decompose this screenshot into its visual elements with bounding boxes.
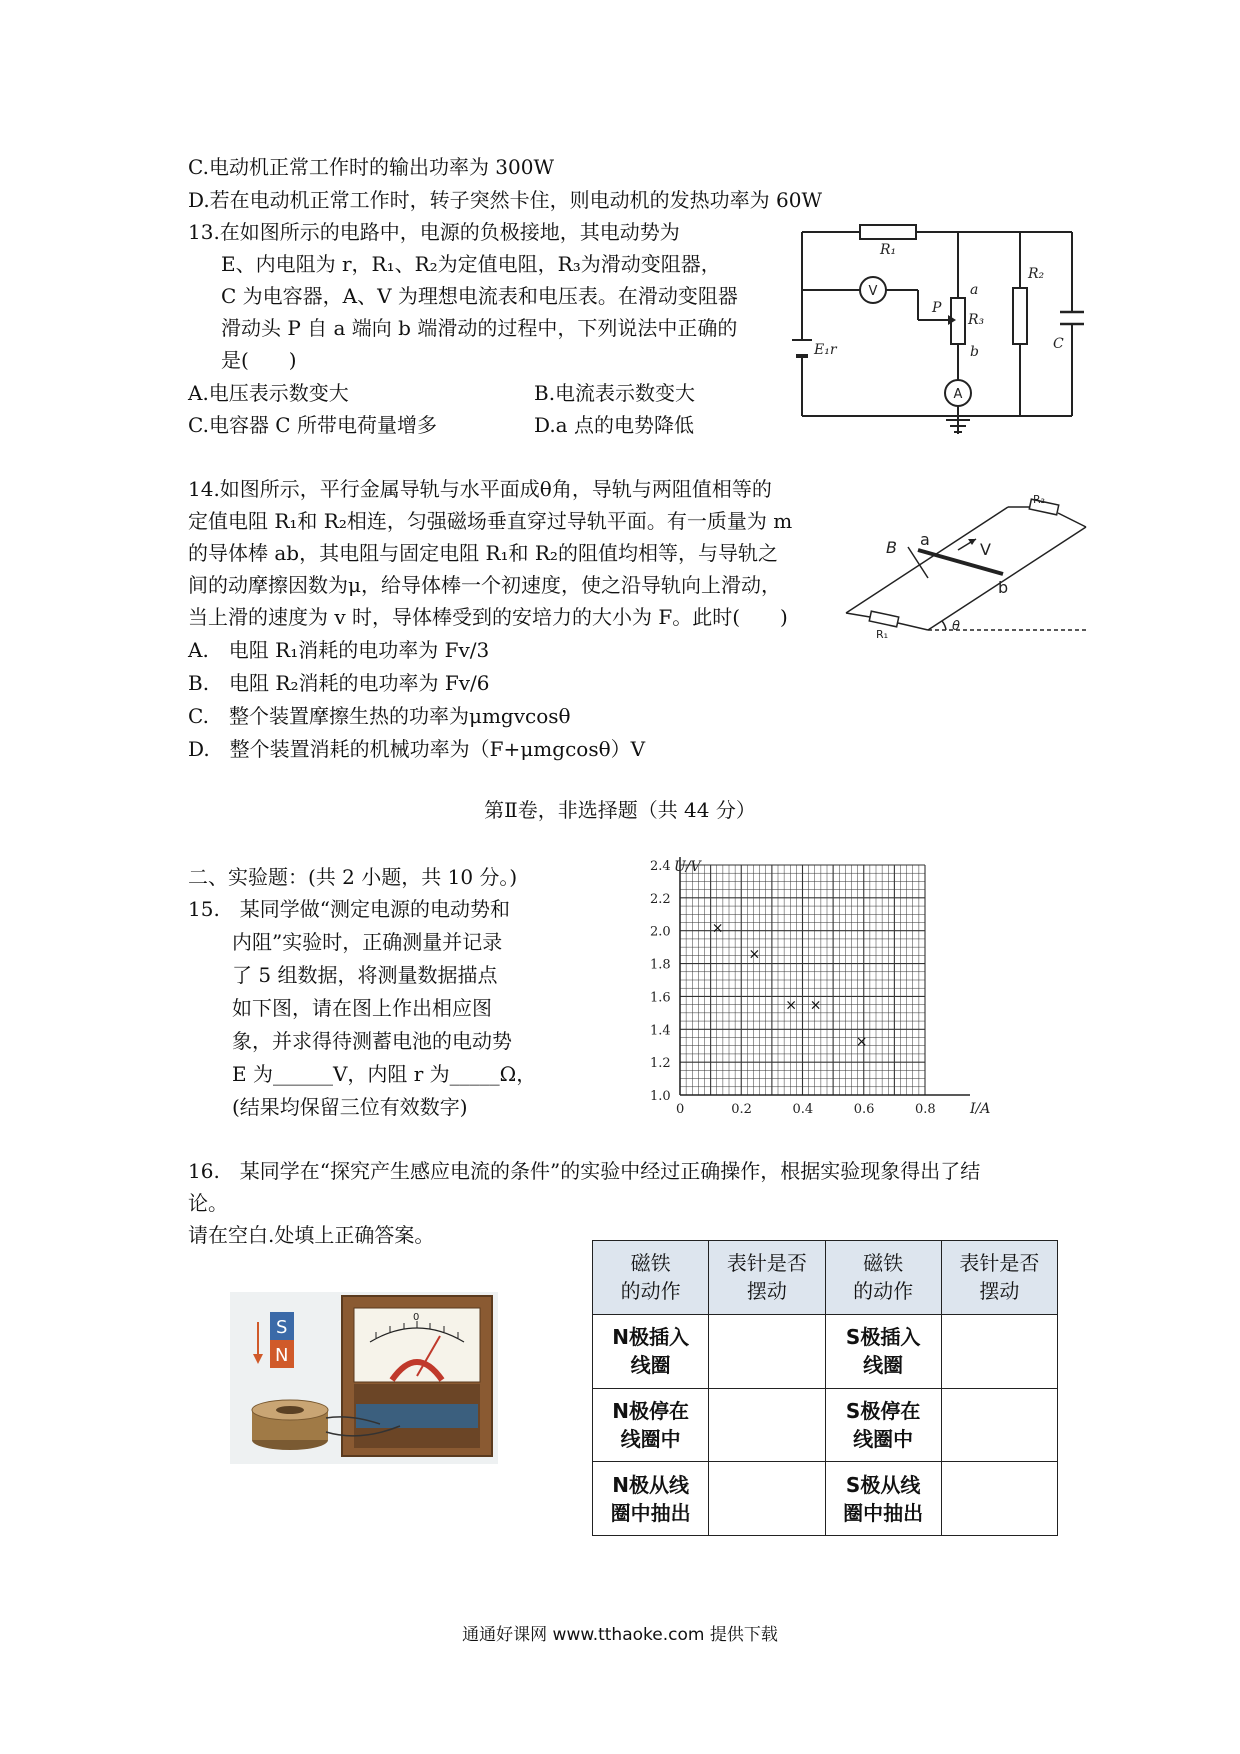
label-e: E₁r — [814, 342, 837, 358]
data-point: × — [809, 997, 822, 1014]
x-tick-label: 0.2 — [731, 1102, 752, 1117]
q13-option-b: B.电流表示数变大 — [534, 381, 696, 405]
table-cell: S极从线 圈中抽出 — [825, 1462, 941, 1536]
label-b: b — [970, 344, 979, 360]
table-cell: N极停在 线圈中 — [593, 1388, 709, 1462]
q14-option-b: B. 电阻 R₂消耗的电功率为 Fv/6 — [188, 671, 490, 695]
table-row — [593, 1388, 1058, 1462]
answer-blank-cell[interactable] — [709, 1314, 825, 1388]
table-row — [593, 1314, 1058, 1388]
y-tick-label: 2.2 — [650, 891, 671, 907]
x-tick-label: 0.8 — [915, 1102, 936, 1117]
y-tick-label: 2.4 — [650, 859, 671, 874]
induction-table — [592, 1240, 1058, 1536]
label-ammeter: A — [953, 387, 963, 402]
table-header-cell: 表针是否 摆动 — [709, 1241, 825, 1315]
data-point: × — [748, 946, 761, 963]
incline-label-a: a — [920, 530, 930, 549]
dial-zero-label: 0 — [413, 1312, 420, 1323]
incline-label-v: V — [980, 540, 991, 559]
x-tick-label: 0.6 — [853, 1102, 875, 1117]
q13-option-a: A.电压表示数变大 — [188, 381, 349, 405]
r1-resistor — [860, 225, 916, 239]
y-tick-label: 1.8 — [650, 957, 671, 973]
label-r2: R₂ — [1028, 266, 1045, 282]
y-tick-label: 1.4 — [650, 1023, 671, 1039]
part2-heading: 第Ⅱ卷，非选择题（共 44 分） — [484, 798, 756, 822]
q14-stem-line4: 间的动摩擦因数为μ，给导体棒一个初速度，使之沿导轨向上滑动， — [188, 573, 781, 597]
q13-option-d: D.a 点的电势降低 — [534, 413, 694, 437]
answer-blank-cell[interactable] — [709, 1462, 825, 1536]
q13-stem-line4: 滑动头 P 自 a 端向 b 端滑动的过程中，下列说法中正确的 — [221, 316, 738, 340]
q15-line4: 如下图，请在图上作出相应图 — [232, 996, 492, 1020]
answer-blank-cell[interactable] — [941, 1388, 1057, 1462]
data-point: × — [711, 920, 724, 937]
table-cell: N极插入 线圈 — [593, 1314, 709, 1388]
data-point: × — [855, 1033, 868, 1050]
table-header-cell: 磁铁 的动作 — [825, 1241, 941, 1315]
q16-line2: 论。 — [188, 1191, 228, 1215]
table-cell: S极插入 线圈 — [825, 1314, 941, 1388]
q12-option-c: C.电动机正常工作时的输出功率为 300W — [188, 155, 555, 179]
q14-option-d: D. 整个装置消耗的机械功率为（F+μmgcosθ）V — [188, 737, 646, 761]
q14-stem-line5: 当上滑的速度为 v 时，导体棒受到的安培力的大小为 F。此时( ) — [188, 605, 788, 629]
label-v: V — [868, 284, 878, 299]
galvanometer-photo — [230, 1292, 498, 1464]
q15-line7: (结果均保留三位有效数字) — [232, 1095, 468, 1119]
footer-credit: 通通好课网 www.tthaoke.com 提供下载 — [462, 1625, 778, 1645]
circuit-diagram — [790, 220, 1090, 440]
table-header-cell: 磁铁 的动作 — [593, 1241, 709, 1315]
q14-stem-line3: 的导体棒 ab，其电阻与固定电阻 R₁和 R₂的阻值均相等，与导轨之 — [188, 541, 778, 565]
q15-line5: 象，并求得待测蓄电池的电动势 — [232, 1029, 512, 1053]
incline-label-b: B — [886, 538, 897, 557]
answer-blank-cell[interactable] — [709, 1388, 825, 1462]
answer-blank-cell[interactable] — [941, 1314, 1057, 1388]
incline-label-r2: R₂ — [1033, 495, 1046, 506]
label-r3: R₃ — [968, 312, 985, 328]
x-tick-label: 0 — [676, 1102, 685, 1117]
y-tick-label: 1.0 — [650, 1089, 671, 1104]
data-point: × — [785, 997, 797, 1014]
table-header-row — [593, 1241, 1058, 1315]
incline-rail-diagram — [838, 495, 1088, 640]
chart-x-label: I/A — [970, 1101, 991, 1117]
q16-line3: 请在空白.处填上正确答案。 — [188, 1223, 435, 1247]
q13-option-c: C.电容器 C 所带电荷量增多 — [188, 413, 437, 437]
q15-line2: 内阻”实验时，正确测量并记录 — [232, 930, 503, 954]
q14-stem-line2: 定值电阻 R₁和 R₂相连，匀强磁场垂直穿过导轨平面。有一质量为 m — [188, 509, 793, 533]
q13-stem-line1: 13.在如图所示的电路中，电源的负极接地，其电动势为 — [188, 220, 680, 244]
table-cell: S极停在 线圈中 — [825, 1388, 941, 1462]
q15-line1: 15. 某同学做“测定电源的电动势和 — [188, 897, 511, 921]
magnet-s-label: S — [276, 1317, 288, 1338]
u-i-chart — [640, 855, 1010, 1125]
table-cell: N极从线 圈中抽出 — [593, 1462, 709, 1536]
incline-r1-resistor — [869, 611, 898, 627]
magnet-n-label: N — [275, 1345, 289, 1366]
r2-resistor — [1013, 288, 1027, 344]
x-tick-label: 0.4 — [792, 1102, 814, 1117]
q14-option-a: A. 电阻 R₁消耗的电功率为 Fv/3 — [188, 638, 490, 662]
q15-line6: E 为______V，内阻 r 为_____Ω， — [232, 1062, 537, 1086]
label-a: a — [970, 282, 979, 298]
y-tick-label: 1.6 — [650, 990, 671, 1006]
q13-stem-line5: 是( ) — [221, 348, 297, 372]
label-p: P — [932, 300, 942, 316]
incline-label-theta: θ — [952, 619, 960, 634]
answer-blank-cell[interactable] — [941, 1462, 1057, 1536]
q14-stem-line1: 14.如图所示，平行金属导轨与水平面成θ角，导轨与两阻值相等的 — [188, 477, 772, 501]
incline-label-r1: R₁ — [876, 628, 889, 640]
q14-option-c: C. 整个装置摩擦生热的功率为μmgvcosθ — [188, 704, 571, 728]
q15-line3: 了 5 组数据，将测量数据描点 — [232, 963, 498, 987]
table-header-cell: 表针是否 摆动 — [941, 1241, 1057, 1315]
q13-stem-line2: E、内电阻为 r，R₁、R₂为定值电阻，R₃为滑动变阻器， — [221, 252, 721, 276]
incline-label-b-end: b — [998, 578, 1009, 597]
y-tick-label: 2.0 — [650, 924, 671, 940]
label-r1: R₁ — [880, 242, 897, 258]
label-c: C — [1053, 336, 1064, 352]
q16-line1: 16. 某同学在“探究产生感应电流的条件”的实验中经过正确操作，根据实验现象得出了结 — [188, 1159, 981, 1183]
experiment-section-title: 二、实验题：(共 2 小题，共 10 分。) — [188, 865, 518, 889]
chart-y-label: U/V — [674, 859, 701, 875]
q12-option-d: D.若在电动机正常工作时，转子突然卡住，则电动机的发热功率为 60W — [188, 188, 823, 212]
table-row — [593, 1462, 1058, 1536]
q13-stem-line3: C 为电容器，A、V 为理想电流表和电压表。在滑动变阻器 — [221, 284, 738, 308]
y-tick-label: 1.2 — [650, 1056, 671, 1072]
